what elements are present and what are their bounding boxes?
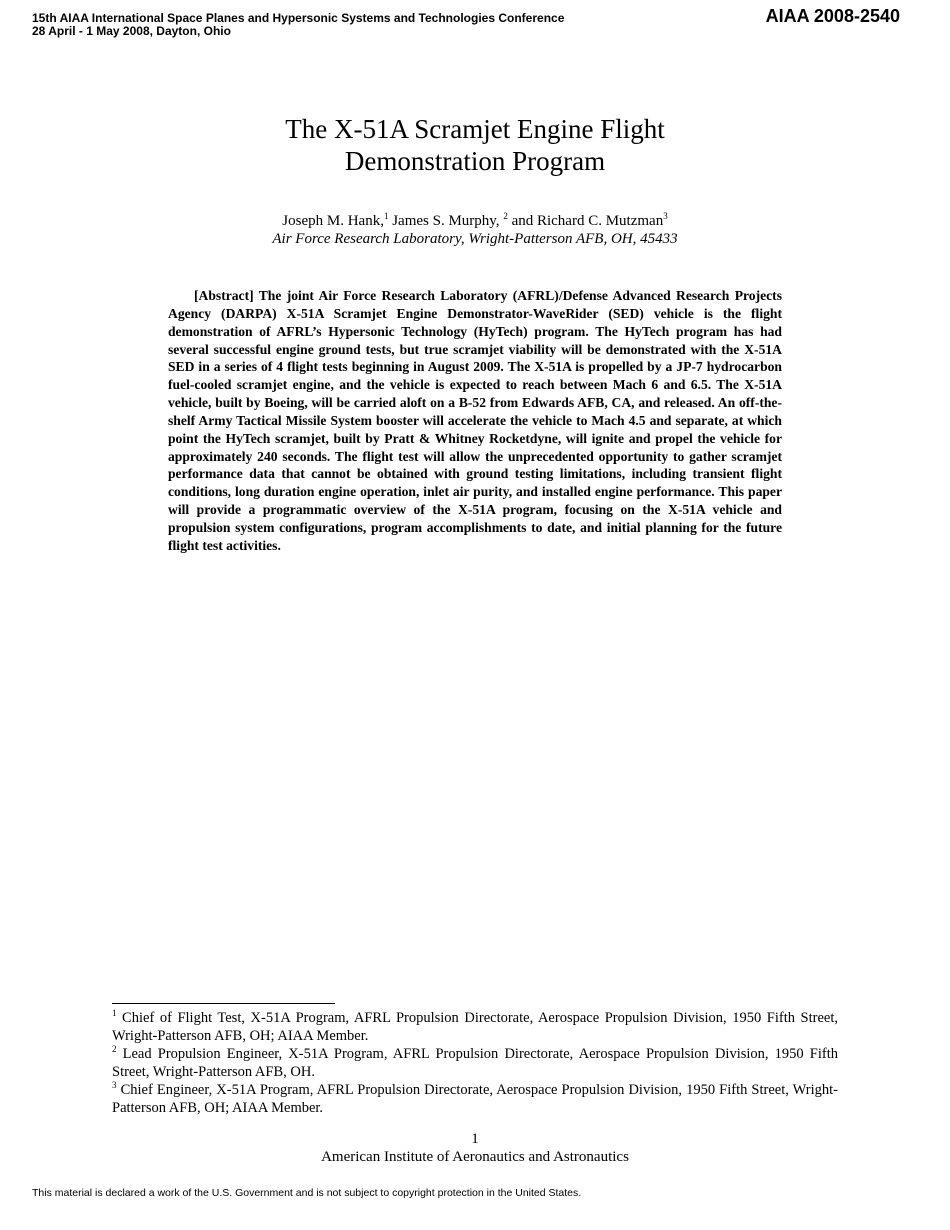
publisher: American Institute of Aeronautics and Astronautics [321,1149,629,1165]
footnote-text: Chief of Flight Test, X-51A Program, AFRL Propulsion Directorate, Aerospace Propulsion Division, 1950 Fifth Street, Wright-Patterson AFB, OH; AIAA Member. [112,1010,838,1044]
conference-header [32,12,564,38]
author-footnote-mark: 3 [663,211,668,221]
copyright-notice: This material is declared a work of the U.S. Government and is not subject to copyright protection in the United States. [32,1187,582,1199]
page-number: 1 [471,1131,479,1147]
paper-title [0,113,950,177]
footnote [112,1009,838,1045]
author-name: James S. Murphy, [388,213,504,229]
footnote [112,1045,838,1081]
author-footnote-mark: 2 [503,211,508,221]
affiliation: Air Force Research Laboratory, Wright-Patterson AFB, OH, 45433 [272,231,678,247]
author-footnote-mark: 1 [383,211,389,221]
footnote-divider [112,1003,335,1004]
footnote-mark: 3 [112,1080,117,1090]
title-line-2: Demonstration Program [344,146,606,176]
conference-dates: 28 April - 1 May 2008, Dayton, Ohio [32,24,231,38]
author-list [0,212,950,230]
footnote-mark: 2 [112,1044,117,1054]
footnote-text: Lead Propulsion Engineer, X-51A Program, AFRL Propulsion Directorate, Aerospace Propulsion Division, 1950 Fifth Street, Wright-Patterson AFB, OH. [112,1046,838,1080]
footnote-text: Chief Engineer, X-51A Program, AFRL Propulsion Directorate, Aerospace Propulsion Division, 1950 Fifth Street, Wright-Patterson AFB, OH; AIAA Member. [112,1082,838,1116]
abstract: [Abstract] The joint Air Force Research Laboratory (AFRL)/Defense Advanced Research Projects Agency (DARPA) X-51A Scramjet Engine Demonstrator-WaveRider (SED) vehicle is the flight demonstration of AFRL’s Hypersonic Technology (HyTech) program. The HyTech program has had several successful engine ground tests, but true scramjet viability will be demonstrated with the X-51A SED in a series of 4 flight tests beginning in August 2009. The X-51A is propelled by a JP-7 hydrocarbon fuel-cooled scramjet engine, and the vehicle is expected to reach between Mach 6 and 6.5. The X-51A vehicle, built by Boeing, will be carried aloft on a B-52 from Edwards AFB, CA, and released. An off-the-shelf Army Tactical Missile System booster will accelerate the vehicle to Mach 4.5 and separate, at which point the HyTech scramjet, built by Pratt & Whitney Rocketdyne, will ignite and propel the vehicle for approximately 240 seconds. The flight test will allow the unprecedented opportunity to gather scramjet performance data that cannot be obtained with ground testing limitations, including transient flight conditions, long duration engine operation, inlet air purity, and installed engine performance. This paper will provide a programmatic overview of the X-51A program, focusing on the X-51A vehicle and propulsion system configurations, program accomplishments to date, and initial planning for the future flight test activities. [168,288,782,553]
footnote [112,1081,838,1117]
author-name: Joseph M. Hank, [282,213,384,229]
paper-id: AIAA 2008-2540 [765,6,900,26]
title-line-1: The X-51A Scramjet Engine Flight [285,114,665,144]
author-name: and Richard C. Mutzman [507,213,664,229]
footnotes [112,1009,838,1117]
footnote-mark: 1 [112,1008,117,1018]
conference-name: 15th AIAA International Space Planes and Hypersonic Systems and Technologies Conference [32,11,565,25]
